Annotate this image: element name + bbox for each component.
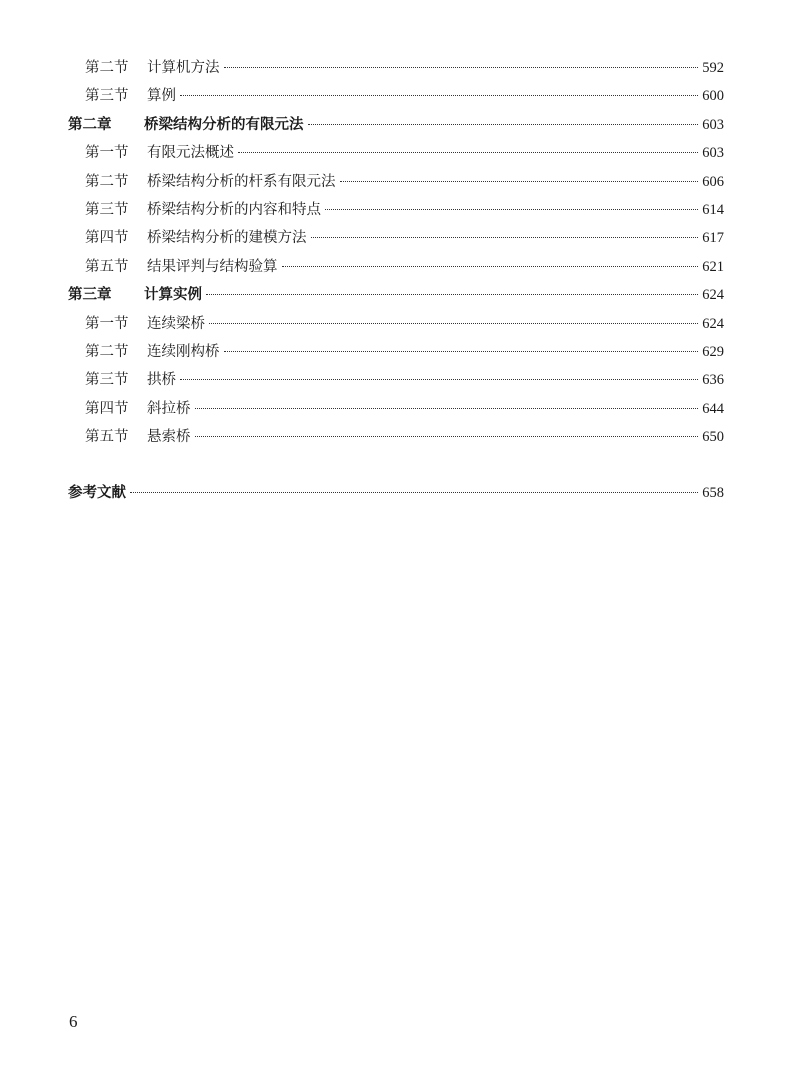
toc-chapter-number: 第三章 (68, 286, 112, 304)
toc-entry[interactable] (68, 54, 724, 82)
dot-leader (340, 181, 699, 182)
toc-entry-page: 629 (702, 343, 724, 360)
toc-entry-page: 600 (702, 88, 724, 105)
toc-entry-number: 第二节 (85, 343, 129, 360)
toc-entry-title: 桥梁结构分析的内容和特点 (147, 201, 321, 218)
toc-entry-page: 617 (702, 230, 724, 247)
toc-entry-title: 计算机方法 (147, 60, 220, 76)
dot-leader (224, 67, 699, 68)
toc-entry-number: 第二节 (85, 60, 129, 76)
toc-chapter-page: 624 (702, 287, 724, 304)
toc-entry-number: 第四节 (85, 400, 129, 417)
toc-entry-title: 结果评判与结构验算 (147, 258, 278, 275)
toc-entry-number: 第四节 (85, 230, 129, 247)
toc-entry-page: 624 (702, 315, 724, 332)
toc-entry-page: 606 (702, 173, 724, 190)
toc-entry-number: 第二节 (85, 173, 129, 190)
toc-chapter-page: 603 (702, 116, 724, 133)
toc-entry[interactable] (68, 168, 724, 196)
references-title: 参考文献 (68, 484, 126, 502)
toc-entry-title: 悬索桥 (147, 429, 191, 446)
toc-entry-page: 644 (702, 400, 724, 417)
dot-leader (130, 492, 698, 493)
toc-entry-page: 614 (702, 201, 724, 218)
toc-entry[interactable] (68, 253, 724, 281)
toc-entry-title: 连续刚构桥 (147, 343, 220, 360)
toc-entry-number: 第五节 (85, 258, 129, 275)
toc-entry[interactable] (68, 338, 724, 366)
toc-entry-title: 拱桥 (147, 372, 176, 389)
toc-entry-title: 连续梁桥 (147, 315, 205, 332)
toc-entry-number: 第三节 (85, 88, 129, 105)
toc-entry-number: 第一节 (85, 145, 129, 162)
table-of-contents (68, 54, 724, 508)
toc-entry-number: 第三节 (85, 372, 129, 389)
toc-references[interactable] (68, 479, 724, 507)
toc-entry-number: 第三节 (85, 201, 129, 218)
dot-leader (311, 237, 699, 238)
toc-chapter[interactable] (68, 281, 724, 309)
dot-leader (195, 408, 699, 409)
dot-leader (224, 351, 699, 352)
references-page: 658 (702, 485, 724, 502)
dot-leader (308, 124, 699, 125)
dot-leader (282, 266, 699, 267)
toc-entry[interactable] (68, 82, 724, 110)
toc-chapter-number: 第二章 (68, 115, 112, 133)
toc-entry[interactable] (68, 395, 724, 423)
toc-entry-title: 桥梁结构分析的建模方法 (147, 230, 307, 247)
dot-leader (180, 95, 698, 96)
toc-entry-page: 621 (702, 258, 724, 275)
toc-chapter[interactable] (68, 111, 724, 139)
toc-entry[interactable] (68, 366, 724, 394)
toc-entry[interactable] (68, 196, 724, 224)
toc-entry-title: 桥梁结构分析的杆系有限元法 (147, 173, 336, 190)
toc-entry-page: 592 (702, 60, 724, 76)
toc-entry-title: 斜拉桥 (147, 400, 191, 417)
toc-entry-title: 有限元法概述 (147, 145, 234, 162)
toc-entry-page: 636 (702, 372, 724, 389)
dot-leader (209, 323, 698, 324)
toc-entry[interactable] (68, 423, 724, 451)
toc-chapter-title: 桥梁结构分析的有限元法 (144, 115, 304, 133)
toc-chapter-title: 计算实例 (144, 286, 202, 304)
dot-leader (325, 209, 698, 210)
toc-entry-page: 603 (702, 145, 724, 162)
toc-entry-number: 第五节 (85, 429, 129, 446)
dot-leader (206, 294, 698, 295)
toc-entry-number: 第一节 (85, 315, 129, 332)
toc-entry[interactable] (68, 139, 724, 167)
toc-entry-page: 650 (702, 429, 724, 446)
toc-entry[interactable] (68, 310, 724, 338)
dot-leader (195, 436, 699, 437)
toc-entry[interactable] (68, 224, 724, 252)
dot-leader (238, 152, 698, 153)
dot-leader (180, 379, 698, 380)
toc-entry-title: 算例 (147, 88, 176, 105)
page-number: 6 (69, 1012, 78, 1031)
